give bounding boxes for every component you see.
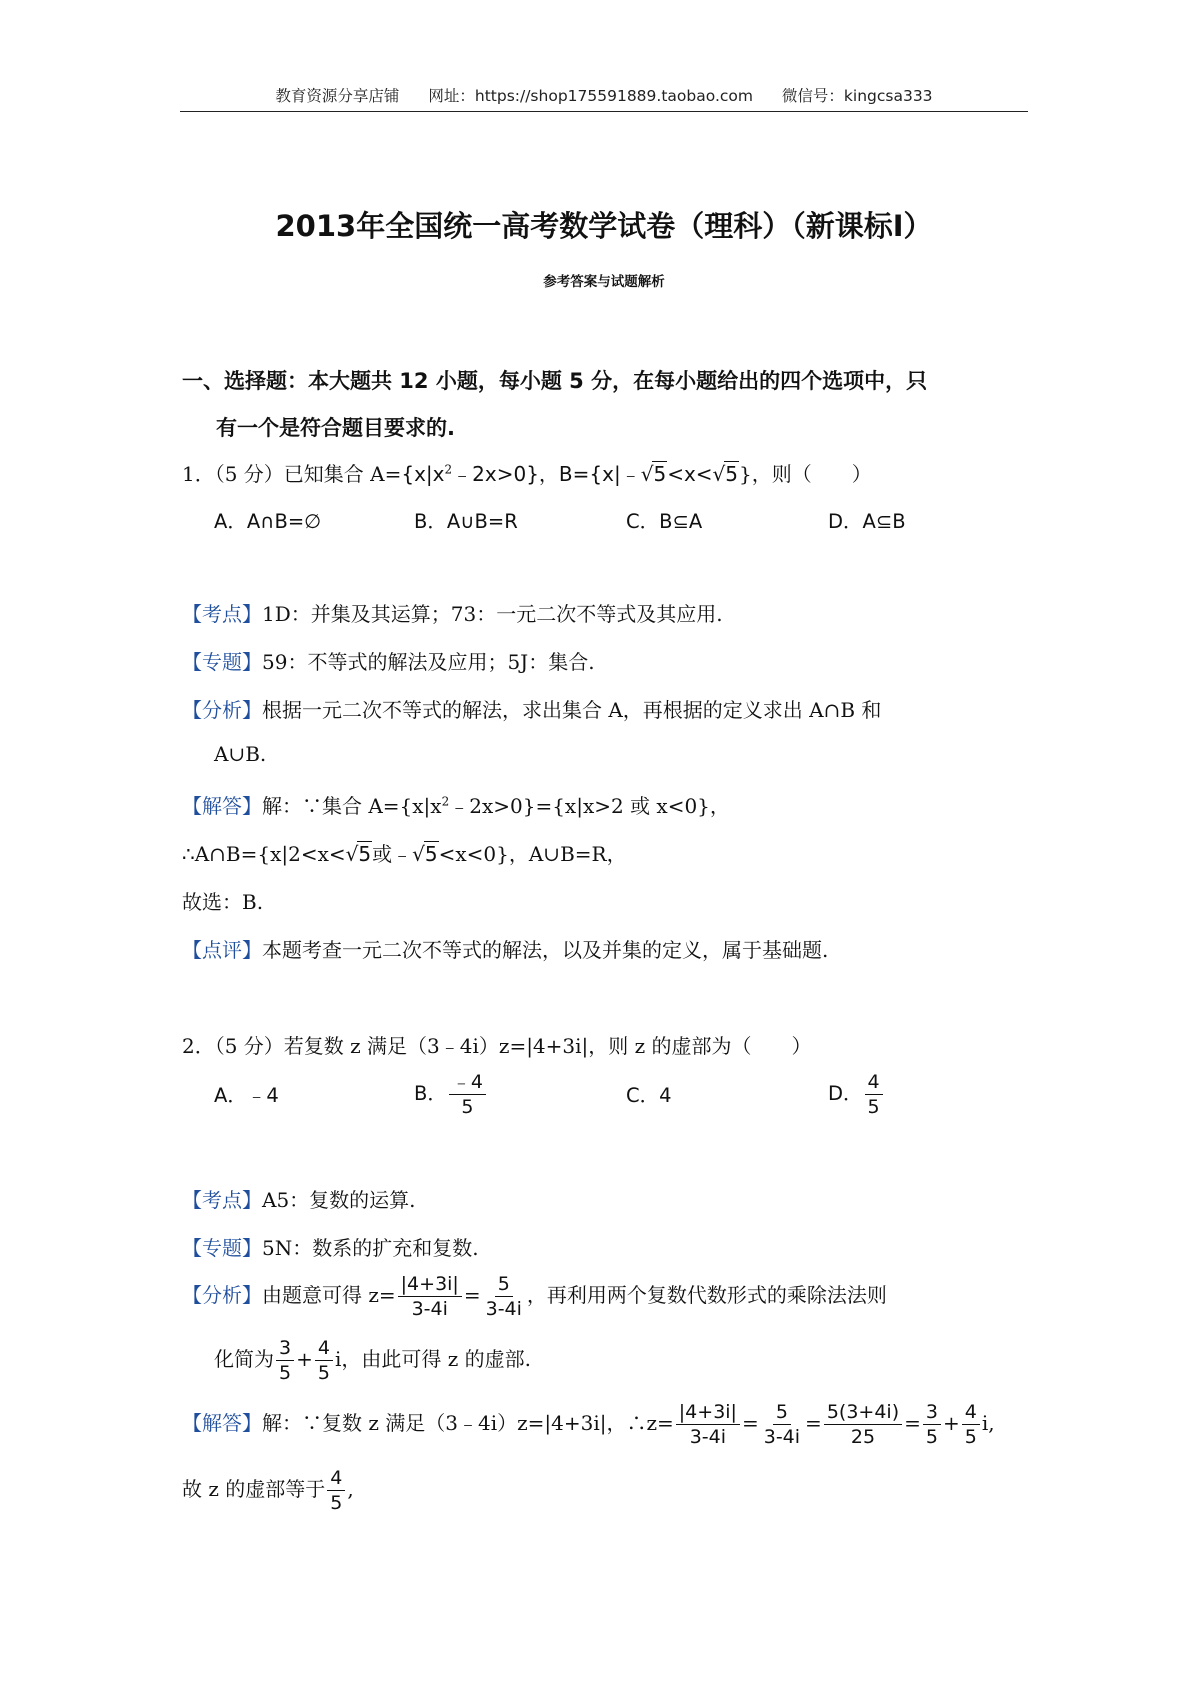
header-url[interactable]: 网址：https://shop175591889.taobao.com	[428, 87, 753, 105]
header-wechat: 微信号：kingcsa333	[781, 87, 933, 105]
q1-jieda: 【解答】解：∵集合 $A=\{x|x^2﹣2x>0\}=\{x|x>2$ 或 x<0}，	[182, 794, 730, 818]
document-title: 2013年全国统一高考数学试卷（理科）（新课标Ⅰ）	[275, 209, 933, 243]
q2-jieda-fraction-1: $\frac{|4+3i|}{3-4i}$	[676, 1400, 740, 1449]
q1-stem-d: <x<	[667, 462, 713, 486]
sqrt5-symbol: √5	[345, 842, 372, 866]
q1-zhuanti-text: 59：不等式的解法及应用；5J：集合.	[262, 650, 595, 674]
q1-jieda-2b: 或﹣	[372, 842, 413, 866]
q1-jieda-1a: 解：∵集合 A={x|x	[262, 794, 442, 818]
q1-dianping-tag: 【点评】	[182, 938, 262, 962]
q2-jieda-fraction-2: $\frac{5}{3-4i}$	[763, 1401, 801, 1448]
q2-jieda-text: 解：∵复数 z 满足（3﹣4i）z=|4+3i|，∴z=	[262, 1411, 674, 1435]
q1-fenxi-text: 根据一元二次不等式的解法，求出集合 A，再根据的定义求出 A∩B 和	[262, 698, 882, 722]
q2-option-d-fraction: $\frac{4}{5}$	[865, 1070, 883, 1119]
q2-jieda-fraction-5: $\frac{4}{5}$	[962, 1400, 980, 1449]
q1-option-a[interactable]: A．A∩B=∅	[214, 510, 322, 533]
q1-kaodian	[182, 598, 723, 627]
q2-result-fraction: $\frac{4}{5}$	[327, 1466, 345, 1515]
q2-jieda-line2: 故 z 的虚部等于 $\frac{4}{5}$ ,	[182, 1467, 354, 1514]
section-heading-line1: 一、选择题：本大题共 12 小题，每小题 5 分，在每小题给出的四个选项中，只	[182, 369, 928, 393]
q1-zhuanti	[182, 646, 595, 675]
q2-fenxi-1a: 由题意可得 z=	[262, 1283, 396, 1307]
q2-option-d-label: D．	[828, 1082, 863, 1105]
q2-option-b-fraction: $\frac{﹣4}{5}$	[449, 1070, 486, 1119]
q2-fenxi-fraction-2: $\frac{5}{3-4i}$	[485, 1273, 522, 1320]
section-heading-line2: 有一个是符合题目要求的.	[216, 416, 455, 440]
q1-answer: 故选：B.	[182, 890, 264, 914]
q2-fenxi-tag: 【分析】	[182, 1283, 262, 1307]
q2-fenxi-line2: 化简为 $\frac{3}{5}$ + $\frac{4}{5}$ i，由此可得 z 的虚部.	[214, 1337, 531, 1384]
q2-stem: 2．（5 分）若复数 z 满足（3﹣4i）z=|4+3i|，则 z 的虚部为（ ）	[182, 1034, 812, 1058]
q2-fenxi-fraction-1: $\frac{|4+3i|}{3-4i}$	[398, 1272, 462, 1321]
q1-jieda-2c: <x<0}，A∪B=R，	[438, 842, 627, 866]
q1-dianping-text: 本题考查一元二次不等式的解法，以及并集的定义，属于基础题.	[262, 938, 829, 962]
q2-jieda-tag: 【解答】	[182, 1411, 262, 1435]
q1-jieda-line2	[182, 838, 627, 867]
q1-option-c[interactable]: C．B⊆A	[626, 510, 703, 533]
q2-jieda-fraction-4: $\frac{3}{5}$	[923, 1400, 941, 1449]
q1-jieda-2a: ∴A∩B={x|2<x<	[182, 842, 346, 866]
q2-zhuanti-text: 5N：数系的扩充和复数.	[262, 1236, 479, 1260]
section-heading	[182, 358, 1032, 452]
q2-jieda: 【解答】解：∵复数 z 满足（3﹣4i）z=|4+3i|，∴z= $\frac{|4+3i|}{3-4i}$ = $\frac{5}{3-4i}$ = $\frac{5(3+4i)}{25}$ = $\frac{3}{5}$ + $\frac{4}{5}$ i,	[182, 1401, 995, 1448]
header-shop: 教育资源分享店铺	[275, 87, 400, 105]
q2-fenxi: 【分析】由题意可得 z= $\frac{|4+3i|}{3-4i}$ = $\frac{5}{3-4i}$ ，再利用两个复数代数形式的乘除法法则	[182, 1273, 887, 1320]
q1-jieda-tag: 【解答】	[182, 794, 262, 818]
q1-kaodian-tag: 【考点】	[182, 602, 262, 626]
sqrt5-symbol: √5	[640, 462, 667, 486]
document-subtitle: 参考答案与试题解析	[543, 274, 665, 290]
q1-jieda-1b: ﹣2x>0}={x|x>2 或 x<0}，	[449, 794, 730, 818]
q2-option-c[interactable]: C．4	[626, 1084, 672, 1107]
page-header	[180, 84, 1028, 106]
q2-kaodian	[182, 1184, 416, 1213]
q1-stem-c: ﹣2x>0}，B={x|﹣	[452, 462, 641, 486]
q1-stem-e: }，则（ ）	[739, 462, 872, 486]
q2-zhuanti-tag: 【专题】	[182, 1236, 262, 1260]
q2-fenxi-2b: i，由此可得 z 的虚部.	[334, 1347, 531, 1371]
q2-kaodian-text: A5：复数的运算.	[262, 1188, 416, 1212]
q2-option-b-label: B．	[414, 1082, 447, 1105]
q2-option-a[interactable]: A．﹣4	[214, 1084, 279, 1107]
q1-fenxi-line2: A∪B.	[214, 742, 267, 766]
q1-zhuanti-tag: 【专题】	[182, 650, 262, 674]
q2-fenxi-1b: ，再利用两个复数代数形式的乘除法法则	[526, 1283, 887, 1307]
q2-zhuanti	[182, 1232, 479, 1261]
q1-kaodian-text: 1D：并集及其运算；73：一元二次不等式及其应用.	[262, 602, 723, 626]
q1-stem: 1．（5 分）已知集合 $A=\{x|x^2﹣2x>0\}$，B={x|﹣√5<x<√5}，则（ ）	[182, 462, 872, 486]
q1-dianping	[182, 934, 828, 963]
q2-fenxi-2a: 化简为	[214, 1347, 274, 1371]
header-divider	[180, 111, 1028, 112]
q2-fenxi-fraction-3: $\frac{3}{5}$	[276, 1336, 294, 1385]
q1-stem-b: {x|x	[401, 462, 445, 486]
q1-option-d[interactable]: D．A⊆B	[828, 510, 906, 533]
sqrt5-symbol: √5	[712, 462, 739, 486]
q2-option-d[interactable]	[828, 1070, 885, 1119]
sqrt5-symbol: √5	[412, 842, 438, 866]
q2-option-b[interactable]	[414, 1070, 488, 1119]
q1-fenxi-tag: 【分析】	[182, 698, 262, 722]
q1-fenxi	[182, 694, 881, 723]
q1-option-b[interactable]: B．A∪B=R	[414, 510, 518, 533]
q2-jieda-fraction-3: $\frac{5(3+4i)}{25}$	[824, 1400, 902, 1449]
q2-kaodian-tag: 【考点】	[182, 1188, 262, 1212]
q1-stem-a: 1．（5 分）已知集合 A=	[182, 462, 402, 486]
q2-jieda-2: 故 z 的虚部等于	[182, 1477, 326, 1501]
q2-fenxi-fraction-4: $\frac{4}{5}$	[315, 1336, 333, 1385]
